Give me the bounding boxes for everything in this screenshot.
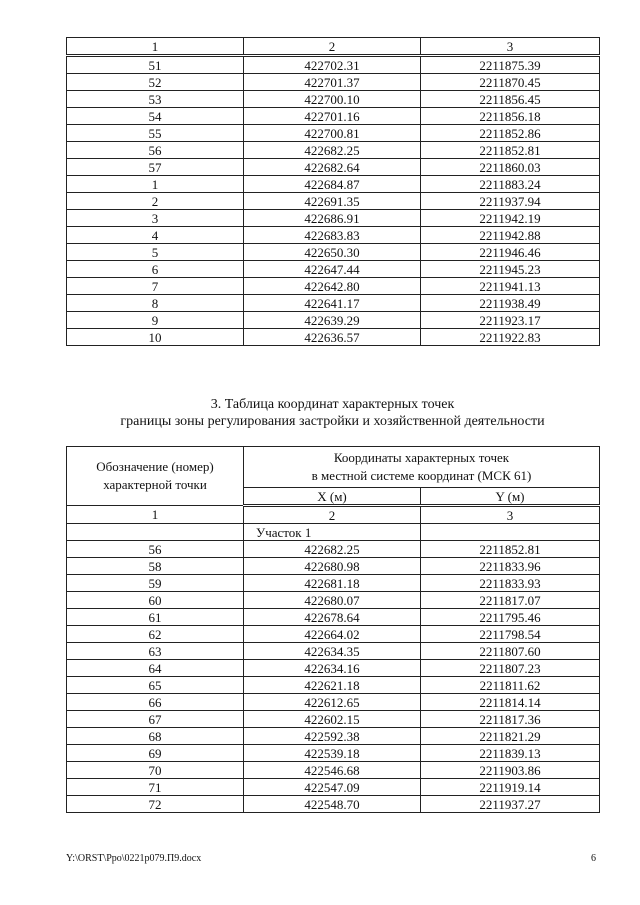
y-coordinate-cell: 2211856.45: [421, 91, 600, 108]
table-row: [67, 108, 600, 125]
point-number-cell: 62: [67, 626, 244, 643]
point-number-cell: 61: [67, 609, 244, 626]
x-coordinate-cell: 422684.87: [244, 176, 421, 193]
table-row: [67, 728, 600, 745]
point-number-cell: 8: [67, 295, 244, 312]
y-coordinate-cell: 2211941.13: [421, 278, 600, 295]
table-row: [67, 592, 600, 609]
coordinates-table-continued: [66, 37, 600, 346]
point-number-cell: 59: [67, 575, 244, 592]
x-coordinate-cell: 422548.70: [244, 796, 421, 813]
point-number-cell: 55: [67, 125, 244, 142]
y-coordinate-cell: 2211919.14: [421, 779, 600, 796]
x-coordinate-cell: 422634.16: [244, 660, 421, 677]
table-row: [67, 261, 600, 278]
point-number-cell: 66: [67, 694, 244, 711]
y-coordinate-cell: 2211937.94: [421, 193, 600, 210]
point-number-cell: 53: [67, 91, 244, 108]
x-coordinate-cell: 422547.09: [244, 779, 421, 796]
y-coordinate-cell: 2211942.19: [421, 210, 600, 227]
x-coordinate-cell: 422678.64: [244, 609, 421, 626]
table-header-row: [67, 38, 600, 56]
point-number-cell: 3: [67, 210, 244, 227]
table-row: [67, 541, 600, 558]
x-coordinate-cell: 422539.18: [244, 745, 421, 762]
table-row: [67, 329, 600, 346]
numbering-cell: 3: [421, 506, 600, 524]
table-row: [67, 796, 600, 813]
x-coordinate-cell: 422682.25: [244, 541, 421, 558]
y-coordinate-cell: 2211817.07: [421, 592, 600, 609]
table-header-row: [67, 447, 600, 488]
y-coordinate-cell: 2211811.62: [421, 677, 600, 694]
x-coordinate-cell: 422701.37: [244, 74, 421, 91]
y-coordinate-cell: 2211839.13: [421, 745, 600, 762]
coordinates-header-line1: Координаты характерных точек: [333, 450, 510, 465]
section-row: [67, 524, 600, 541]
table-row: [67, 210, 600, 227]
x-coordinate-cell: 422546.68: [244, 762, 421, 779]
point-number-cell: 51: [67, 56, 244, 74]
table-row: [67, 91, 600, 108]
x-coordinate-cell: 422636.57: [244, 329, 421, 346]
section-label: Участок 1: [244, 524, 421, 541]
table-row: [67, 142, 600, 159]
point-number-cell: 6: [67, 261, 244, 278]
x-coordinate-cell: 422686.91: [244, 210, 421, 227]
table-row: [67, 660, 600, 677]
y-coordinate-cell: 2211923.17: [421, 312, 600, 329]
table-row: [67, 762, 600, 779]
empty-cell: [67, 524, 244, 541]
section-title-line1: 3. Таблица координат характерных точек: [210, 397, 455, 412]
x-coordinate-cell: 422650.30: [244, 244, 421, 261]
x-coordinate-cell: 422700.81: [244, 125, 421, 142]
point-number-cell: 60: [67, 592, 244, 609]
x-coordinate-cell: 422691.35: [244, 193, 421, 210]
point-number-cell: 4: [67, 227, 244, 244]
footer-page-number: 6: [591, 853, 596, 864]
x-coordinate-cell: 422700.10: [244, 91, 421, 108]
x-coordinate-cell: 422682.64: [244, 159, 421, 176]
header-cell: 3: [421, 38, 600, 56]
table-row: [67, 159, 600, 176]
x-coordinate-cell: 422680.98: [244, 558, 421, 575]
table-row: [67, 56, 600, 74]
y-coordinate-cell: 2211870.45: [421, 74, 600, 91]
x-coordinate-cell: 422681.18: [244, 575, 421, 592]
y-coordinate-cell: 2211937.27: [421, 796, 600, 813]
zone-coordinates-table: [66, 446, 600, 813]
table-row: [67, 626, 600, 643]
point-number-cell: 54: [67, 108, 244, 125]
table-row: [67, 677, 600, 694]
y-coordinate-cell: 2211833.96: [421, 558, 600, 575]
point-number-cell: 64: [67, 660, 244, 677]
point-number-cell: 71: [67, 779, 244, 796]
point-number-cell: 1: [67, 176, 244, 193]
table-row: [67, 295, 600, 312]
y-coordinate-cell: 2211852.81: [421, 142, 600, 159]
x-coordinate-cell: 422682.25: [244, 142, 421, 159]
table-row: [67, 694, 600, 711]
point-number-cell: 57: [67, 159, 244, 176]
x-coordinate-cell: 422612.65: [244, 694, 421, 711]
y-coordinate-cell: 2211946.46: [421, 244, 600, 261]
numbering-row: [67, 506, 600, 524]
point-number-cell: 52: [67, 74, 244, 91]
x-coordinate-cell: 422641.17: [244, 295, 421, 312]
point-number-cell: 70: [67, 762, 244, 779]
point-number-cell: 72: [67, 796, 244, 813]
table-row: [67, 227, 600, 244]
y-coordinate-cell: 2211798.54: [421, 626, 600, 643]
y-coordinate-cell: 2211795.46: [421, 609, 600, 626]
y-coordinate-cell: 2211945.23: [421, 261, 600, 278]
table-row: [67, 745, 600, 762]
empty-cell: [421, 524, 600, 541]
y-coordinate-cell: 2211903.86: [421, 762, 600, 779]
table-row: [67, 711, 600, 728]
x-coordinate-cell: 422634.35: [244, 643, 421, 660]
y-axis-header: Y (м): [421, 488, 600, 506]
point-number-cell: 68: [67, 728, 244, 745]
table-row: [67, 609, 600, 626]
y-coordinate-cell: 2211922.83: [421, 329, 600, 346]
section-title-line2: границы зоны регулирования застройки и хозяйственной деятельности: [120, 414, 545, 429]
table-row: [67, 193, 600, 210]
table-row: [67, 74, 600, 91]
point-number-cell: 65: [67, 677, 244, 694]
y-coordinate-cell: 2211852.81: [421, 541, 600, 558]
table-row: [67, 779, 600, 796]
y-coordinate-cell: 2211875.39: [421, 56, 600, 74]
x-coordinate-cell: 422592.38: [244, 728, 421, 745]
y-coordinate-cell: 2211817.36: [421, 711, 600, 728]
y-coordinate-cell: 2211807.60: [421, 643, 600, 660]
y-coordinate-cell: 2211807.23: [421, 660, 600, 677]
x-coordinate-cell: 422664.02: [244, 626, 421, 643]
y-coordinate-cell: 2211860.03: [421, 159, 600, 176]
numbering-cell: 1: [67, 506, 244, 524]
x-coordinate-cell: 422701.16: [244, 108, 421, 125]
point-number-cell: 56: [67, 142, 244, 159]
y-coordinate-cell: 2211821.29: [421, 728, 600, 745]
point-number-cell: 7: [67, 278, 244, 295]
y-coordinate-cell: 2211833.93: [421, 575, 600, 592]
x-coordinate-cell: 422647.44: [244, 261, 421, 278]
table-row: [67, 575, 600, 592]
footer-file-path: Y:\ORST\Ppo\0221p079.П9.docx: [66, 853, 202, 864]
point-number-cell: 69: [67, 745, 244, 762]
point-number-cell: 10: [67, 329, 244, 346]
table-row: [67, 244, 600, 261]
x-coordinate-cell: 422683.83: [244, 227, 421, 244]
table-row: [67, 125, 600, 142]
y-coordinate-cell: 2211814.14: [421, 694, 600, 711]
x-coordinate-cell: 422642.80: [244, 278, 421, 295]
y-coordinate-cell: 2211883.24: [421, 176, 600, 193]
coordinates-header: [244, 447, 600, 488]
table-row: [67, 558, 600, 575]
point-number-cell: 63: [67, 643, 244, 660]
point-number-cell: 67: [67, 711, 244, 728]
x-coordinate-cell: 422680.07: [244, 592, 421, 609]
x-coordinate-cell: 422702.31: [244, 56, 421, 74]
x-axis-header: X (м): [244, 488, 421, 506]
x-coordinate-cell: 422621.18: [244, 677, 421, 694]
table-row: [67, 176, 600, 193]
table-row: [67, 312, 600, 329]
point-number-cell: 2: [67, 193, 244, 210]
point-number-cell: 58: [67, 558, 244, 575]
header-cell: 2: [244, 38, 421, 56]
coordinates-header-line2: в местной системе координат (МСК 61): [311, 468, 532, 483]
table-row: [67, 643, 600, 660]
y-coordinate-cell: 2211942.88: [421, 227, 600, 244]
numbering-cell: 2: [244, 506, 421, 524]
x-coordinate-cell: 422602.15: [244, 711, 421, 728]
y-coordinate-cell: 2211852.86: [421, 125, 600, 142]
point-number-cell: 9: [67, 312, 244, 329]
point-number-cell: 5: [67, 244, 244, 261]
x-coordinate-cell: 422639.29: [244, 312, 421, 329]
y-coordinate-cell: 2211856.18: [421, 108, 600, 125]
y-coordinate-cell: 2211938.49: [421, 295, 600, 312]
header-cell: 1: [67, 38, 244, 56]
point-designation-header: Обозначение (номер) характерной точки: [67, 447, 244, 506]
point-number-cell: 56: [67, 541, 244, 558]
table-row: [67, 278, 600, 295]
